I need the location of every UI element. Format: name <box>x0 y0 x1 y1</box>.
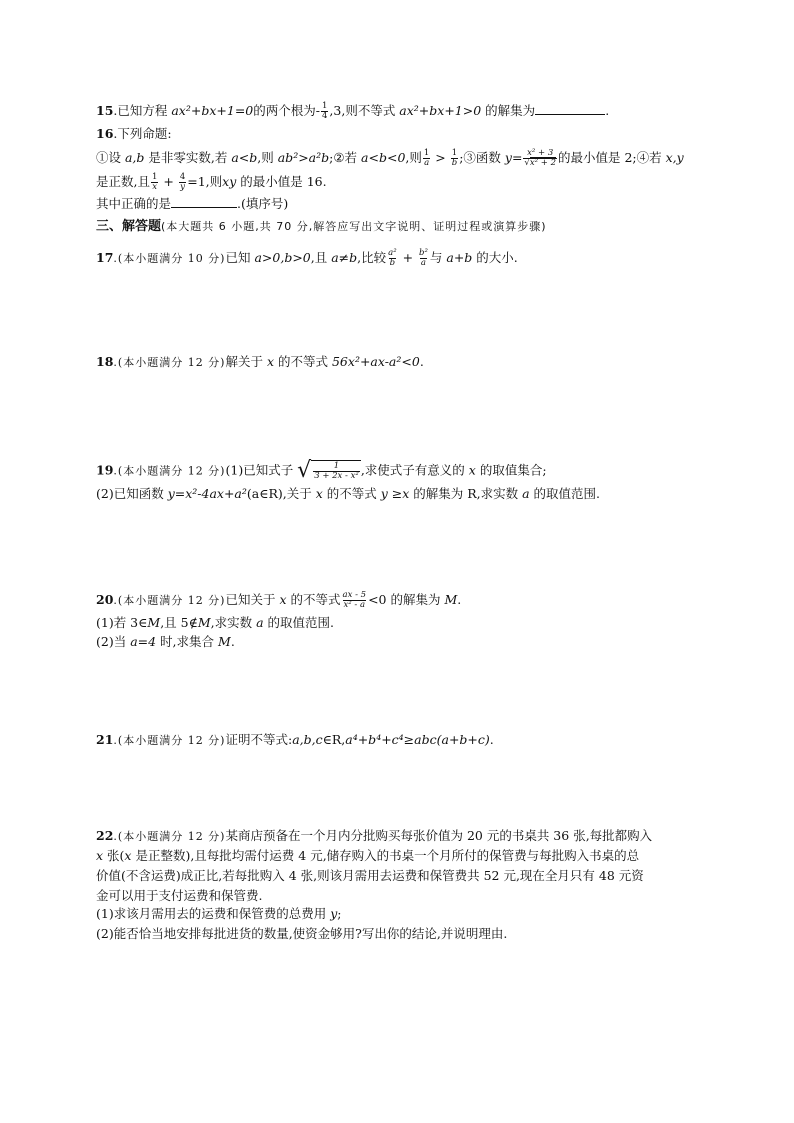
text: + <box>159 174 178 189</box>
section-heading <box>96 216 547 237</box>
question-16-line2 <box>96 172 327 192</box>
text: 其中正确的是 <box>96 196 172 211</box>
inequality: ab²>a²b <box>277 150 330 165</box>
text: ,比较 <box>357 250 387 265</box>
fraction <box>418 249 429 268</box>
numerator: ax - 5 <box>342 590 367 600</box>
score-label: .(本小题满分 12 分) <box>113 594 226 607</box>
text: ,求实数 <box>210 615 257 630</box>
answer-blank[interactable] <box>171 195 237 208</box>
question-16-line1 <box>96 148 684 168</box>
variable: xy <box>222 174 237 189</box>
text: 与 <box>429 250 447 265</box>
text: (2)当 <box>96 634 131 649</box>
text: 时,求集合 <box>156 634 218 649</box>
inequality: 56x²+ax-a²<0 <box>331 354 420 369</box>
fraction <box>313 462 360 481</box>
text: ,且 5∉ <box>160 615 198 630</box>
question-19-line1 <box>96 460 547 482</box>
text: 张( <box>103 848 125 863</box>
question-number: 21 <box>96 732 114 747</box>
function: y=x²-4ax+a² <box>167 486 247 501</box>
variable: x <box>279 592 287 607</box>
fraction <box>423 149 430 168</box>
text: ,关于 <box>282 486 316 501</box>
score-label: .(本小题满分 12 分) <box>113 356 226 369</box>
text: 价值(不含运费)成正比,若每批购入 4 张,则该月需用去运费和保管费共 52 元,现在全月只有 48 元资 <box>96 868 644 883</box>
condition: a≠b <box>331 250 358 265</box>
text: 已知关于 <box>225 592 280 607</box>
text: 的解集为 R,求实数 <box>409 486 523 501</box>
fraction <box>342 591 368 610</box>
text: 金可以用于支付运费和保管费. <box>96 888 263 903</box>
denominator: 4 <box>322 111 328 121</box>
question-number: 20 <box>96 592 114 607</box>
numerator: 1 <box>333 461 340 471</box>
radicand: x² + 2 <box>529 158 556 168</box>
text: 的不等式 <box>274 354 332 369</box>
text: (1)若 3∈ <box>96 615 148 630</box>
variable: y <box>330 906 338 921</box>
question-22-line1 <box>96 826 652 847</box>
score-label: .(本小题满分 12 分) <box>113 734 226 747</box>
denominator: a <box>424 158 430 168</box>
question-number: 22 <box>96 828 114 843</box>
numerator: x² + 3 <box>527 148 554 158</box>
denominator: b <box>451 158 458 168</box>
text: 的大小. <box>472 250 518 265</box>
fraction <box>523 149 557 168</box>
text: .(填序号) <box>237 196 289 211</box>
question-17 <box>96 248 518 269</box>
text: ∈R, <box>322 732 346 747</box>
variable: a <box>522 486 530 501</box>
set-name: M <box>147 615 161 630</box>
section-title: 三、解答题 <box>96 219 162 234</box>
score-label: .(本小题满分 10 分) <box>113 252 226 265</box>
text: 的最小值是 2;④若 <box>557 150 666 165</box>
condition: a>0,b>0 <box>254 250 311 265</box>
condition: a<b <box>231 150 258 165</box>
numerator: b² <box>419 248 428 258</box>
denominator: 3 + 2x - x² <box>314 471 359 481</box>
question-20-part1 <box>96 613 334 633</box>
text: (1)已知式子 <box>225 462 298 478</box>
inequality: a⁴+b⁴+c⁴≥abc(a+b+c) <box>345 732 490 747</box>
text: ,则 <box>405 150 422 165</box>
question-20-part2 <box>96 632 235 652</box>
denominator: y <box>180 182 185 192</box>
question-22-part2 <box>96 924 507 944</box>
numerator: 1 <box>151 172 158 182</box>
radicand <box>311 460 361 482</box>
domain: (a∈R) <box>246 486 283 501</box>
variable: y <box>504 150 512 165</box>
period: . <box>605 103 610 118</box>
equation: ax²+bx+1=0 <box>171 103 254 118</box>
denominator: x² - a <box>343 600 366 610</box>
variables: a,b,c <box>292 732 323 747</box>
inequality: y ≥x <box>380 486 410 501</box>
text: ,则 <box>257 150 278 165</box>
text: > <box>431 150 450 165</box>
set-name: M <box>197 615 211 630</box>
text: 是非零实数,若 <box>144 150 232 165</box>
text: ,且 <box>310 250 332 265</box>
period: . <box>419 354 424 369</box>
numerator: 1 <box>322 101 328 111</box>
denominator: √x² + 2 <box>524 158 556 168</box>
text: (2)能否恰当地安排每批进货的数量,使资金够用?写出你的结论,并说明理由. <box>96 926 508 941</box>
text: ①设 <box>96 150 125 165</box>
text: 的不等式 <box>322 486 381 501</box>
variable: x <box>266 354 275 369</box>
question-number: 19 <box>96 462 114 478</box>
text: + <box>398 250 418 265</box>
condition: a<b<0 <box>361 150 406 165</box>
text: (2)已知函数 <box>96 486 168 501</box>
text: .下列命题: <box>113 126 172 141</box>
square-root <box>297 460 361 482</box>
fraction <box>321 102 328 121</box>
text: 某商店预备在一个月内分批购买每张价值为 20 元的书桌共 36 张,每批都购入 <box>225 828 653 843</box>
fraction <box>179 173 186 192</box>
text: ,3,则不等式 <box>329 103 400 118</box>
text: 证明不等式: <box>225 732 293 747</box>
question-15 <box>96 101 609 121</box>
numerator: 4 <box>179 172 186 182</box>
variables: x,y <box>665 150 684 165</box>
question-18 <box>96 352 424 373</box>
fraction <box>151 173 158 192</box>
question-22-line3 <box>96 866 644 886</box>
variable: x <box>468 462 476 478</box>
numerator: a² <box>388 248 397 258</box>
question-20-line1 <box>96 590 461 611</box>
question-21 <box>96 730 494 751</box>
variable: x <box>315 486 323 501</box>
set-name: M <box>444 592 458 607</box>
text: ; <box>337 906 342 921</box>
denominator: a <box>420 258 426 268</box>
variable: a <box>256 615 264 630</box>
variable: x <box>124 848 132 863</box>
period: . <box>457 592 462 607</box>
text: 的两个根为- <box>253 103 320 118</box>
answer-blank[interactable] <box>535 102 605 115</box>
numerator: 1 <box>423 148 430 158</box>
question-16-line3 <box>96 194 288 214</box>
question-number: 16 <box>96 126 114 141</box>
score-label: .(本小题满分 12 分) <box>113 830 226 843</box>
denominator: x <box>152 182 158 192</box>
radical-sign: √ <box>297 458 312 483</box>
text: ,求使式子有意义的 <box>360 462 469 478</box>
question-number: 15 <box>96 103 114 118</box>
question-16-title <box>96 124 172 144</box>
period: . <box>230 634 235 649</box>
text: = <box>511 150 523 165</box>
text: 的取值范围. <box>263 615 335 630</box>
question-22-line2 <box>96 846 639 866</box>
question-number: 18 <box>96 354 114 369</box>
section-note: (本大题共 6 小题,共 70 分,解答应写出文字说明、证明过程或演算步骤) <box>161 220 547 233</box>
text: 的最小值是 16. <box>236 174 327 189</box>
text: 解关于 <box>225 354 267 369</box>
period: . <box>489 732 494 747</box>
denominator: b <box>389 258 396 268</box>
fraction <box>451 149 458 168</box>
text: 是正数,且 <box>96 174 150 189</box>
fraction <box>387 249 397 268</box>
question-22-line4 <box>96 886 262 906</box>
text: 的不等式 <box>286 592 341 607</box>
text: 的取值范围. <box>529 486 601 501</box>
variables: a,b <box>124 150 145 165</box>
score-label: .(本小题满分 12 分) <box>113 464 226 478</box>
text: 已知 <box>225 250 255 265</box>
question-19-line2 <box>96 484 600 504</box>
text: .已知方程 <box>113 103 172 118</box>
variable: x <box>96 848 104 863</box>
inequality: ax²+bx+1>0 <box>399 103 482 118</box>
expression: a+b <box>446 250 473 265</box>
text: ;②若 <box>329 150 362 165</box>
text: 是正整数),且每批均需付运费 4 元,储存购入的书桌一个月所付的保管费与每批购入书桌的总 <box>131 848 640 863</box>
text: =1,则 <box>187 174 223 189</box>
condition: a=4 <box>130 634 157 649</box>
numerator: 1 <box>451 148 458 158</box>
set-name: M <box>218 634 231 649</box>
text: 的解集为 <box>481 103 536 118</box>
text: (1)求该月需用去的运费和保管费的总费用 <box>96 906 331 921</box>
question-number: 17 <box>96 250 114 265</box>
text: 的取值集合; <box>475 462 547 478</box>
text: ;③函数 <box>459 150 505 165</box>
text: <0 的解集为 <box>368 592 445 607</box>
question-22-part1 <box>96 904 341 924</box>
